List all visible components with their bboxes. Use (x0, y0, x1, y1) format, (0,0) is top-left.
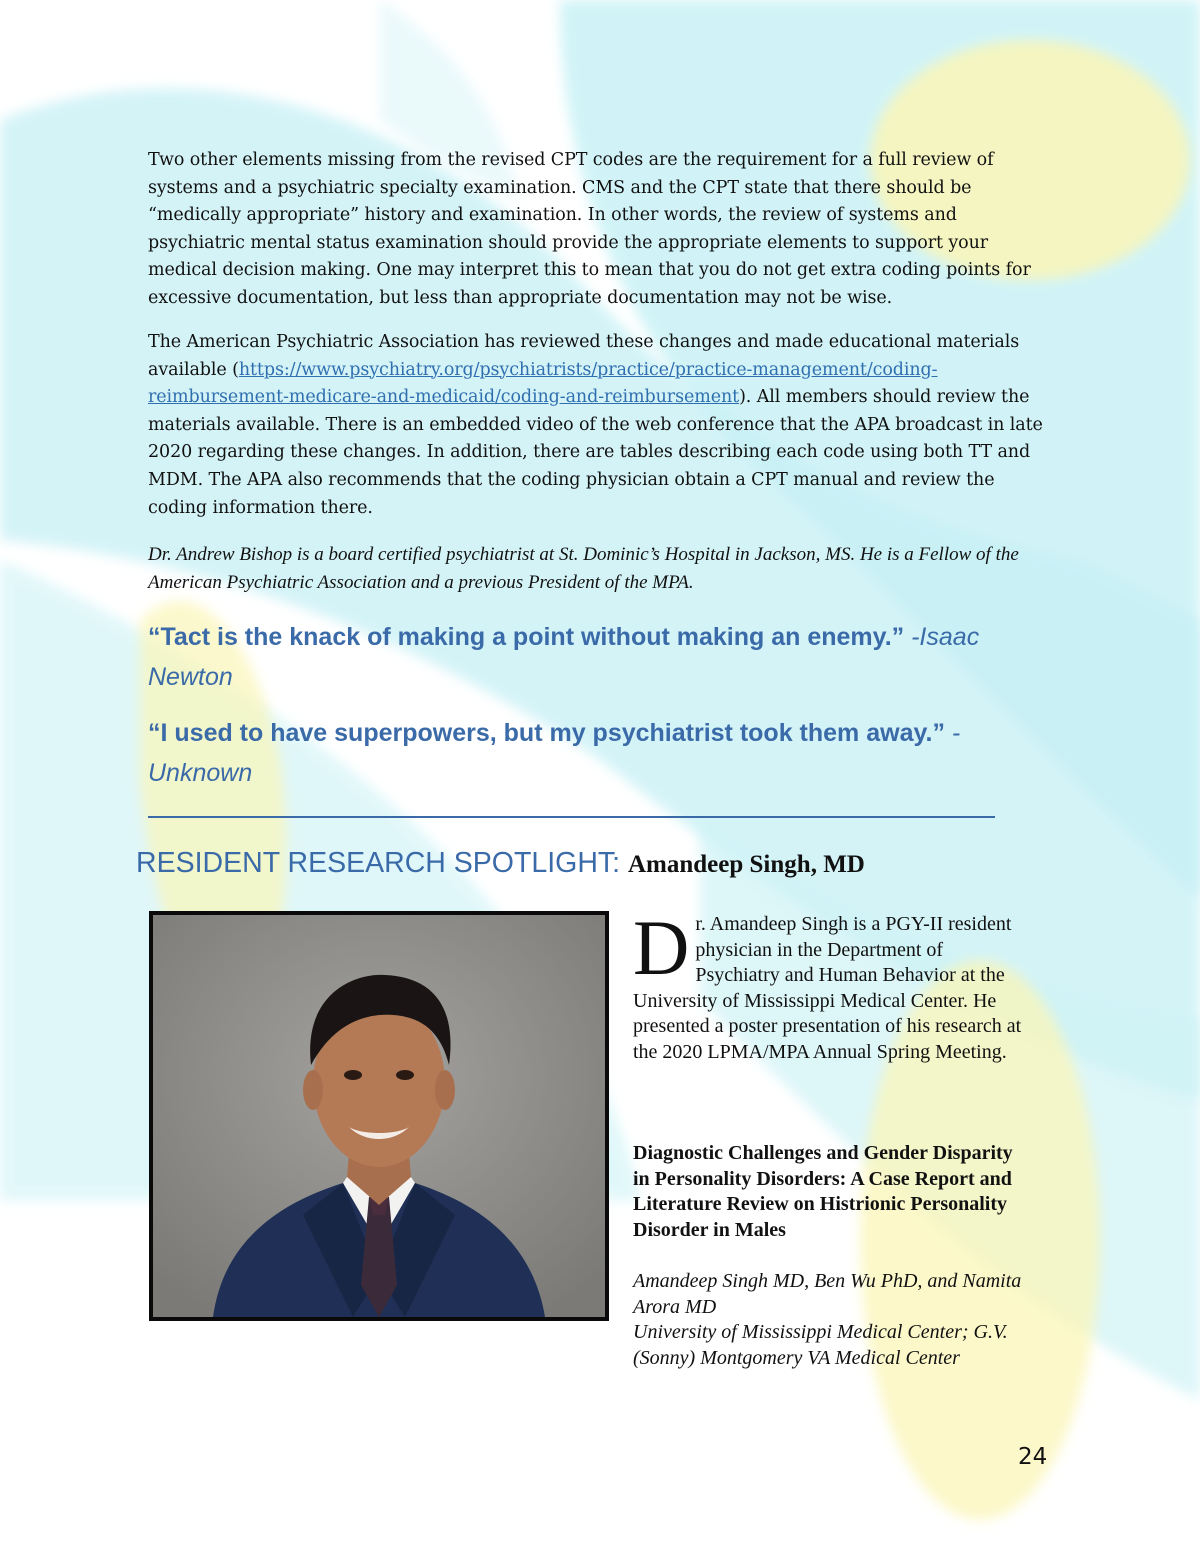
quote-2-attribution: -Unknown (148, 719, 961, 787)
quote-1-text: “Tact is the knack of making a point without making an enemy.” (148, 623, 905, 651)
resident-intro (633, 904, 1023, 1066)
page-number: 24 (1018, 1444, 1048, 1470)
quote-2-text: “I used to have superpowers, but my psychiatrist took them away.” (148, 719, 945, 747)
portrait-illustration (153, 915, 605, 1317)
quote-1 (148, 617, 1058, 697)
author-bio: Dr. Andrew Bishop is a board certified psychiatrist at St. Dominic’s Hospital in Jackson, MS. He is a Fellow of the American Psychiatric Association and a previous President of the MPA. (148, 544, 1019, 593)
quote-2 (148, 713, 1058, 793)
spotlight-heading-label: RESIDENT RESEARCH SPOTLIGHT: (136, 847, 621, 879)
poster-institution: University of Mississippi Medical Center; G.V. (Sonny) Montgomery VA Medical Center (633, 1321, 1008, 1369)
article-paragraph-1: Two other elements missing from the revised CPT codes are the requirement for a full review of systems and a psychiatric specialty examination. CMS and the CPT state that there should be “medically appropriate” history and examination. In other words, the review of systems and psychiatric mental status examination should provide the appropriate elements to support your medical decision making. One may interpret this to mean that you do not get extra coding points for excessive documentation, but less than appropriate documentation may not be wise. (148, 150, 1031, 308)
spotlight-resident-name: Amandeep Singh, MD (628, 851, 865, 878)
spotlight-heading (136, 843, 865, 885)
article-paragraph-2 (148, 329, 1058, 522)
quote-1-attribution: -Isaac Newton (148, 623, 980, 691)
resident-portrait-photo (149, 911, 609, 1321)
intro-text: r. Amandeep Singh is a PGY-II resident physician in the Department of Psychiatry and Human Behavior at the University of Mississippi Medical Center. He presented a poster presentation of his research at the 2020 LPMA/MPA Annual Spring Meeting. (633, 913, 1022, 1063)
section-divider (148, 816, 995, 818)
paragraph-2-intro: The American Psychiatric Association has reviewed these changes and made educational materials available ( (148, 332, 1020, 380)
poster-title: Diagnostic Challenges and Gender Disparity in Personality Disorders: A Case Report and Literature Review on Histrionic Personality Disorder in Males (633, 1142, 1013, 1241)
apa-coding-link[interactable]: https://www.psychiatry.org/psychiatrists/practice/practice-management/coding-reimbursement-medicare-and-medicaid/coding-and-reimbursement (148, 359, 938, 408)
paragraph-2-rest: ). All members should review the materials available. There is an embedded video of the web conference that the APA broadcast in late 2020 regarding these changes. In addition, there are tables describing each code using both TT and MDM. The APA also recommends that the coding physician obtain a CPT manual and review the coding information there. (148, 387, 1043, 518)
poster-authors: Amandeep Singh MD, Ben Wu PhD, and Namita Arora MD (633, 1270, 1022, 1318)
intro-drop-cap: D (633, 904, 690, 991)
